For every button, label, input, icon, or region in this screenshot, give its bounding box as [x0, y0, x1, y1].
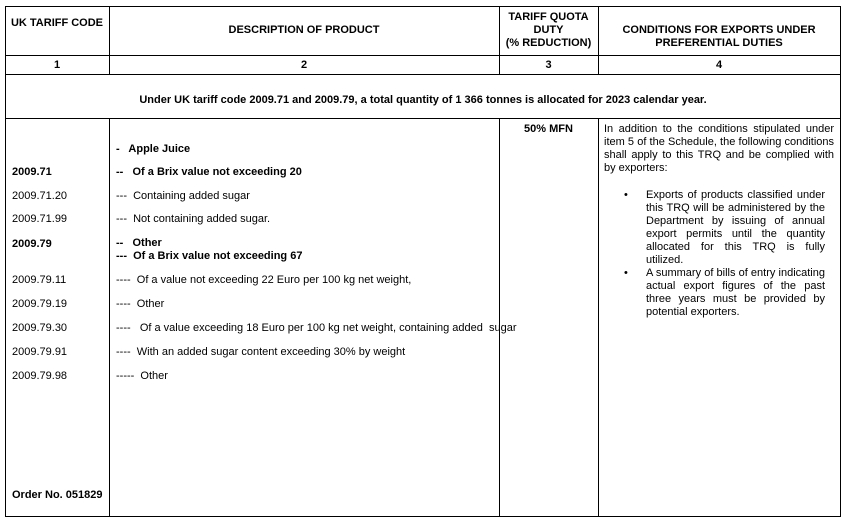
tariff-code-2009-79-19: 2009.79.19	[12, 298, 68, 310]
tariff-code-2009-71-20: 2009.71.20	[12, 190, 68, 202]
conditions-intro: In addition to the conditions stipulated under item 5 of the Schedule, the following conditions shall apply to this TRQ and be complied with by exporters:	[604, 123, 834, 174]
tariff-code-2009-79-98: 2009.79.98	[12, 370, 68, 382]
desc-containing-added-sugar: --- Containing added sugar	[116, 190, 250, 202]
table-left-border	[5, 6, 6, 517]
desc-apple-juice: - Apple Juice	[116, 143, 191, 155]
col-divider-3-body	[598, 118, 599, 517]
tariff-code-2009-79-11: 2009.79.11	[12, 274, 67, 286]
desc-added-sugar-exceeding-30: ---- With an added sugar content exceeding 30% by weight	[116, 346, 406, 358]
colnum-divider	[5, 74, 841, 75]
table-bottom-border	[5, 516, 841, 517]
header-divider	[5, 55, 841, 56]
desc-brix-not-exceeding-67: --- Of a Brix value not exceeding 67	[116, 250, 303, 262]
col-divider-2-body	[499, 118, 500, 517]
col-number-1: 1	[53, 59, 61, 71]
header-uk-tariff-code: UK TARIFF CODE	[10, 17, 104, 29]
tariff-code-2009-71: 2009.71	[12, 166, 52, 178]
bullet-1-glyph: •	[624, 189, 628, 201]
header-conditions	[598, 24, 840, 50]
header-conditions-line2: PREFERENTIAL DUTIES	[655, 37, 783, 49]
condition-bullet-2: A summary of bills of entry indicating actual export figures of the past three years must be provided by potential exporters.	[646, 267, 825, 318]
tariff-code-2009-79-30: 2009.79.30	[12, 322, 68, 334]
desc-other: -- Other	[116, 237, 162, 249]
header-duty-line3: (% REDUCTION)	[505, 37, 592, 49]
header-duty-line1: TARIFF QUOTA	[508, 11, 589, 23]
header-duty-line2: DUTY	[533, 24, 564, 36]
note-divider	[5, 118, 841, 119]
desc-not-containing-added-sugar: --- Not containing added sugar.	[116, 213, 271, 225]
col-divider-1-body	[109, 118, 110, 517]
table-right-border	[840, 6, 841, 517]
col-number-4: 4	[715, 59, 723, 71]
tariff-code-2009-79-91: 2009.79.91	[12, 346, 68, 358]
allocation-note: Under UK tariff code 2009.71 and 2009.79, a total quantity of 1 366 tonnes is allocated for 2023 calendar year.	[139, 94, 707, 106]
condition-bullet-1: Exports of products classified under this TRQ will be administered by the Department by issuing of annual export permits until the quantity allocated for this TRQ is fully utilized.	[646, 189, 825, 266]
col-number-3: 3	[545, 59, 552, 71]
bullet-2-glyph: •	[624, 267, 628, 279]
desc-value-exceeding-18-euro: ---- Of a value exceeding 18 Euro per 100 kg net weight, containing added sugar	[116, 322, 517, 334]
header-conditions-line1: CONDITIONS FOR EXPORTS UNDER	[622, 24, 816, 36]
desc-other-2009-79-98: ----- Other	[116, 370, 168, 382]
col-number-2: 2	[300, 59, 308, 71]
desc-other-2009-79-19: ---- Other	[116, 298, 165, 310]
tariff-code-2009-79: 2009.79	[12, 238, 52, 250]
table-top-border	[5, 6, 841, 7]
order-number: Order No. 051829	[12, 489, 103, 501]
desc-value-not-exceeding-22-euro: ---- Of a value not exceeding 22 Euro per 100 kg net weight,	[116, 274, 412, 286]
header-duty	[499, 11, 598, 50]
duty-value: 50% MFN	[524, 123, 573, 135]
desc-brix-not-exceeding-20: -- Of a Brix value not exceeding 20	[116, 166, 302, 178]
header-description: DESCRIPTION OF PRODUCT	[228, 24, 380, 36]
tariff-code-2009-71-99: 2009.71.99	[12, 213, 68, 225]
